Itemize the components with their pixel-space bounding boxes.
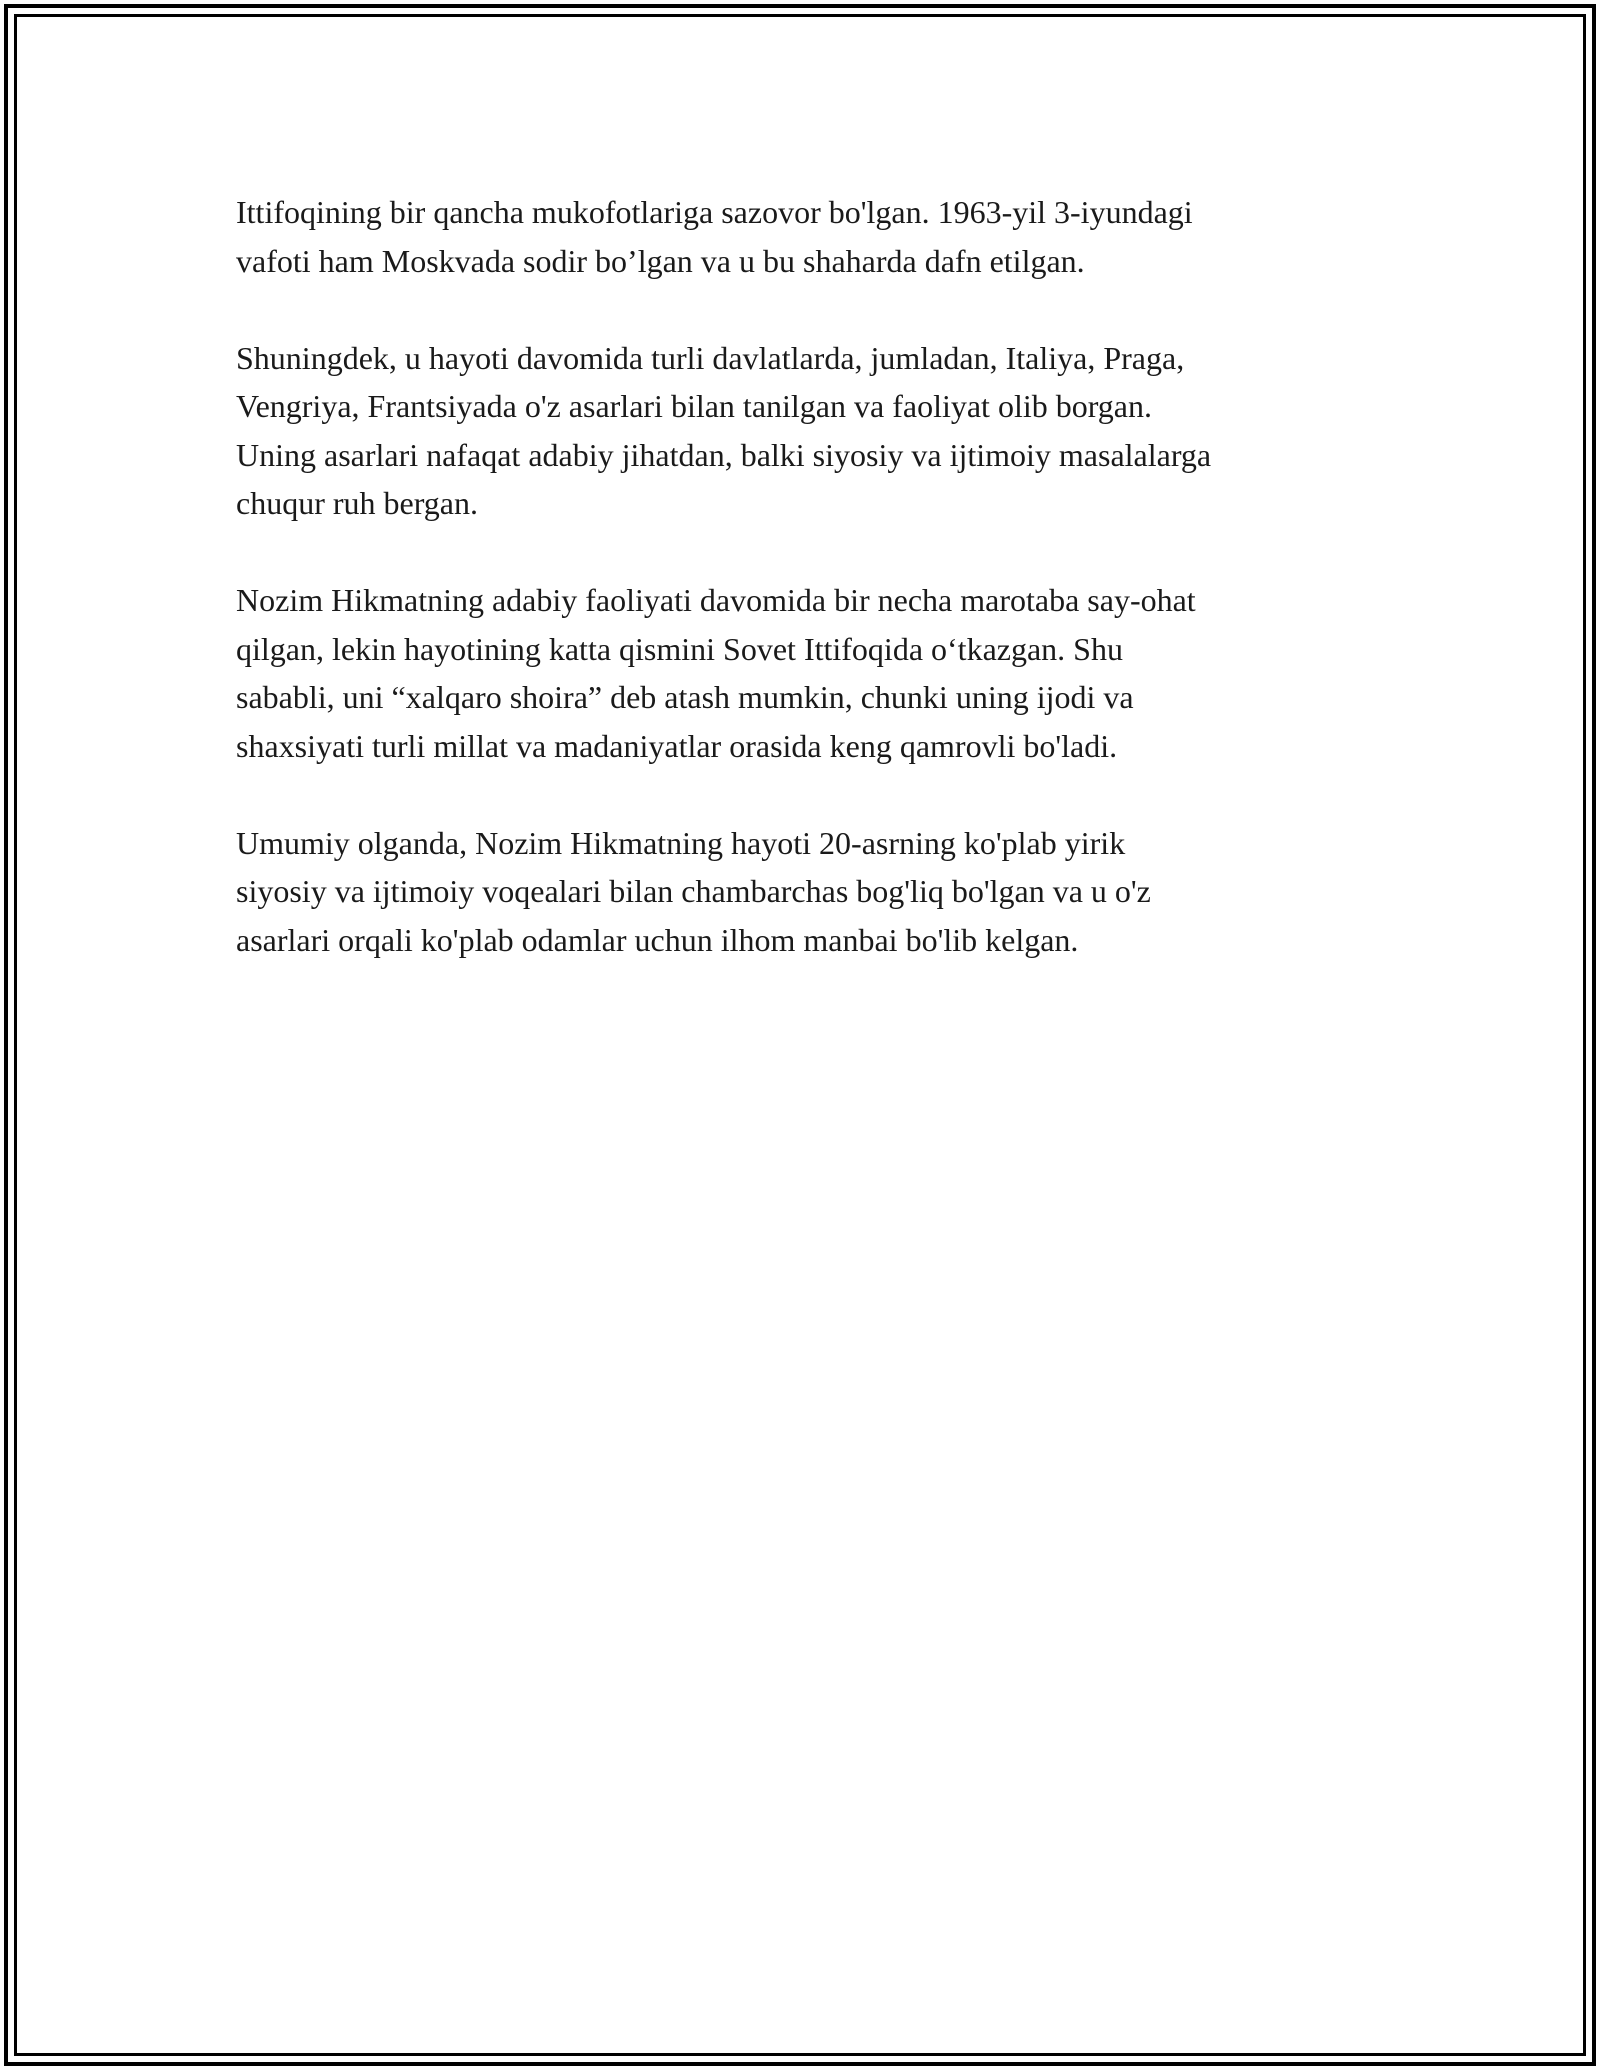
text-line: shaxsiyati turli millat va madaniyatlar orasida keng qamrovli bo'ladi. xyxy=(236,727,1118,764)
paragraph-4 xyxy=(236,819,1396,965)
text-line: sababli, uni “xalqaro shoira” deb atash mumkin, chunki uning ijodi va xyxy=(236,679,1134,715)
paragraph-2 xyxy=(236,334,1396,528)
text-line: Nozim Hikmatning adabiy faoliyati davomida bir necha marotaba say-ohat xyxy=(236,582,1196,618)
text-line: asarlari orqali ko'plab odamlar uchun ilhom manbai bo'lib kelgan. xyxy=(236,921,1079,958)
text-line: chuqur ruh bergan. xyxy=(236,485,478,521)
document-body xyxy=(236,188,1396,1013)
text-line: Shuningdek, u hayoti davomida turli davlatlarda, jumladan, Italiya, Praga, xyxy=(236,339,1185,376)
text-line: siyosiy va ijtimoiy voqealari bilan chambarchas bog'liq bo'lgan va u o'z xyxy=(236,873,1151,909)
text-line: qilgan, lekin hayotining katta qismini Sovet Ittifoqida o‘tkazgan. Shu xyxy=(236,630,1123,667)
text-line: Ittifoqining bir qancha mukofotlariga sazovor bo'lgan. 1963-yil 3-iyundagi xyxy=(236,194,1193,230)
text-line: Vengriya, Frantsiyada o'z asarlari bilan tanilgan va faoliyat olib borgan. xyxy=(236,388,1152,424)
text-line: Uning asarlari nafaqat adabiy jihatdan, balki siyosiy va ijtimoiy masalalarga xyxy=(236,436,1212,473)
paragraph-3 xyxy=(236,576,1396,770)
text-line: Umumiy olganda, Nozim Hikmatning hayoti 20-asrning ko'plab yirik xyxy=(236,824,1126,861)
paragraph-1 xyxy=(236,188,1396,285)
text-line: vafoti ham Moskvada sodir bo’lgan va u bu shaharda dafn etilgan. xyxy=(236,242,1085,279)
